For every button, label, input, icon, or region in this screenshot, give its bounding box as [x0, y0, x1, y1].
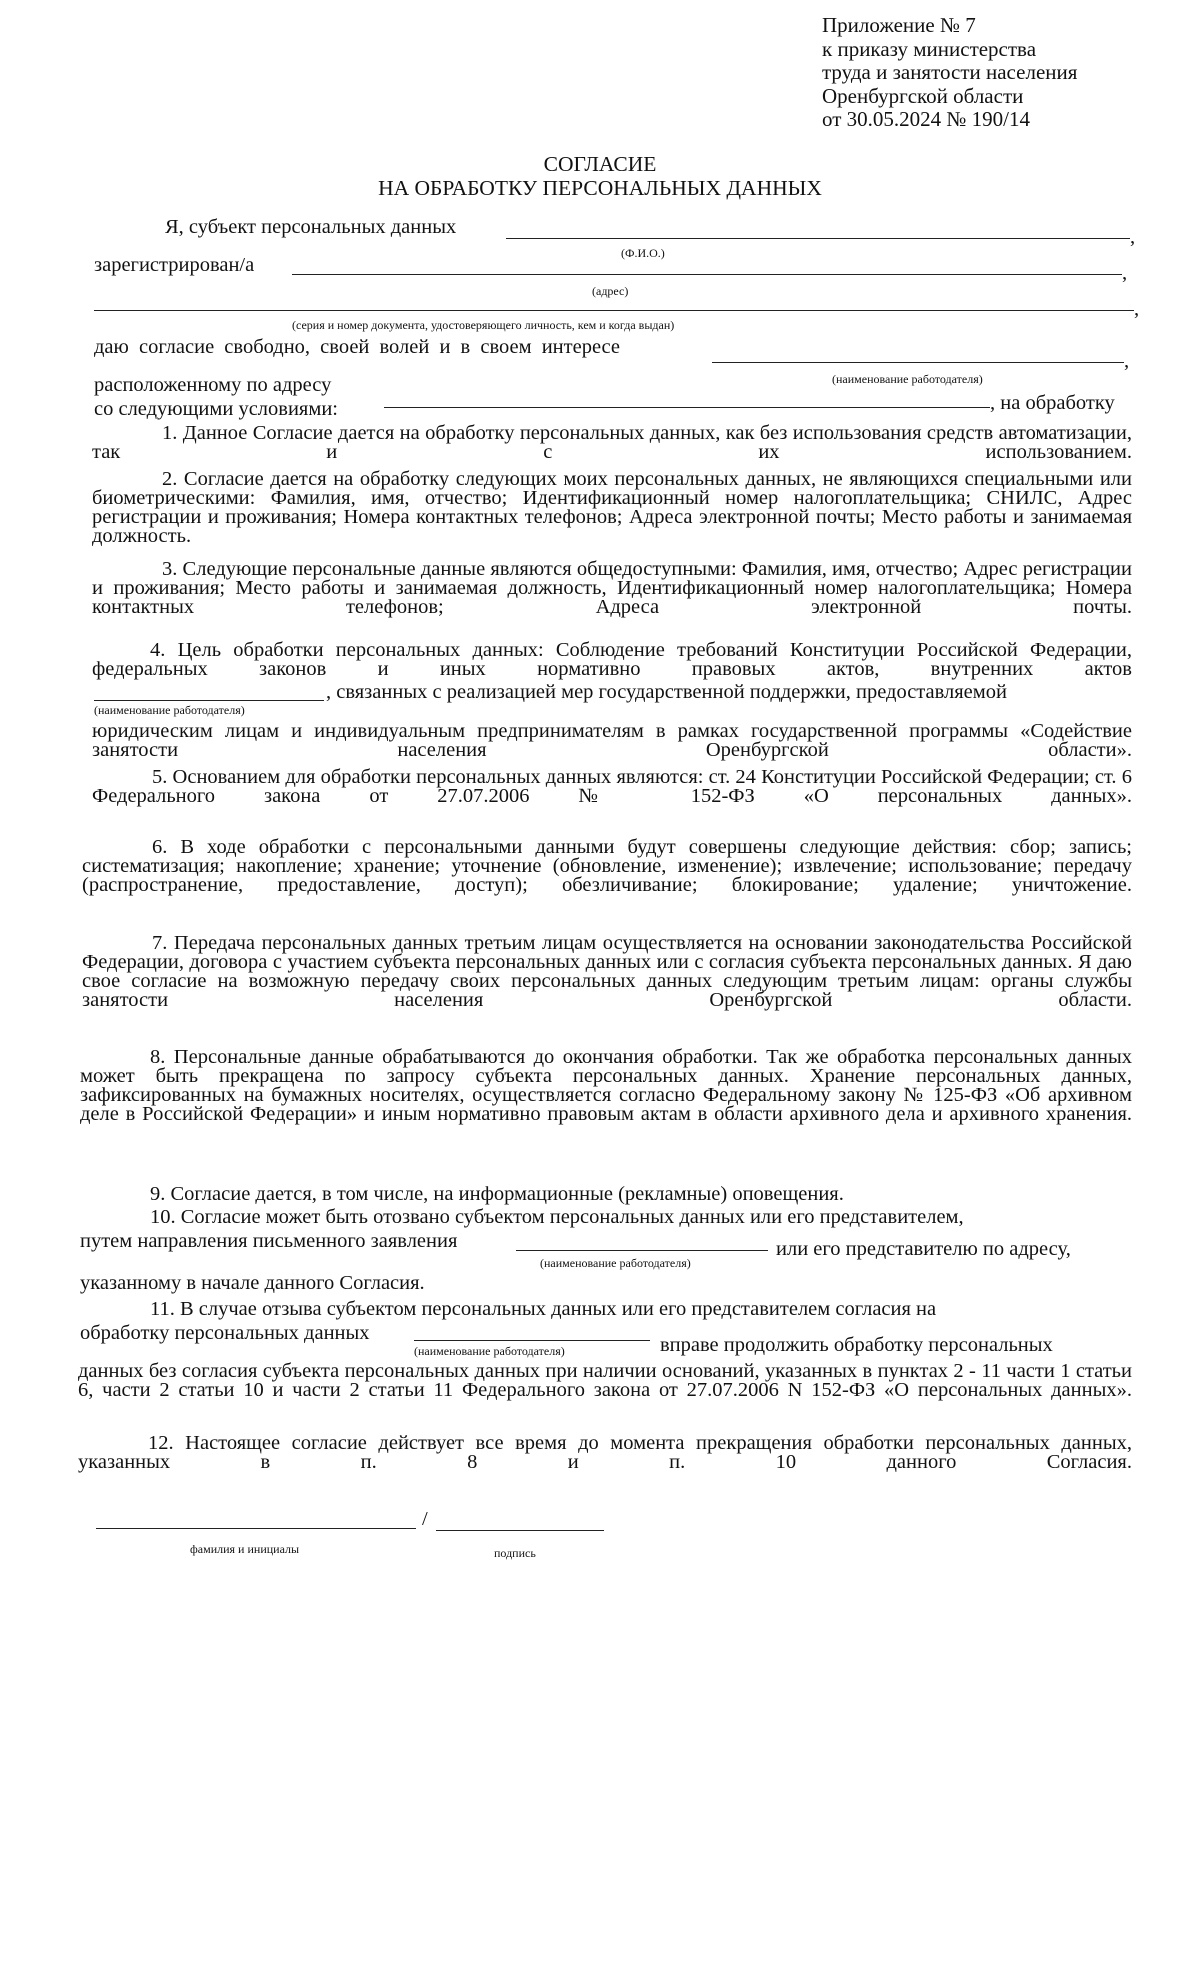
item-9: 9. Согласие дается, в том числе, на информационные (рекламные) оповещения.: [150, 1183, 844, 1205]
consent-phrase: даю согласие свободно, своей волей и в своем интересе: [94, 336, 621, 358]
item-11-part-1: 11. В случае отзыва субъектом персональных данных или его представителем согласия на: [150, 1298, 937, 1320]
subject-label: Я, субъект персональных данных: [165, 216, 457, 238]
header-line: Оренбургской области: [822, 83, 1024, 108]
address-field-line: [292, 274, 1122, 275]
item-4-part-3: юридическим лицам и индивидуальным предпринимателям в рамках государственной программы «Содействие занятости населения Оренбургской области».: [92, 720, 1132, 761]
item-10-part-4: указанному в начале данного Согласия.: [80, 1272, 425, 1294]
conditions-label: со следующими условиями:: [94, 398, 338, 420]
document-hint: (серия и номер документа, удостоверяющего личность, кем и когда выдан): [292, 318, 675, 332]
appendix-header: [822, 14, 1077, 132]
item-6: 6. В ходе обработки с персональными данными будут совершены следующие действия: сбор; запись; систематизация; накопление; хранение; уточнение (обновление, изменение); извлечение; использование; передачу (распространение, предоставление, доступ); обезличивание; блокирование; удаление; уничтожение.: [82, 836, 1132, 896]
item-4-employer-line: [94, 700, 324, 701]
item-11-part-2: обработку персональных данных: [80, 1322, 370, 1344]
located-label: расположенному по адресу: [94, 374, 332, 396]
employer-field-line: [712, 362, 1124, 363]
item-10-part-3: или его представителю по адресу,: [776, 1238, 1071, 1260]
fio-hint: (Ф.И.О.): [621, 246, 665, 260]
address-hint: (адрес): [592, 284, 629, 298]
item-11-part-4: данных без согласия субъекта персональных данных при наличии оснований, указанных в пунктах 2 - 11 части 1 статьи 6, части 2 статьи 10 и части 2 статьи 11 Федерального закона от 27.07.2006 N 152-ФЗ «О персональных данных».: [78, 1360, 1132, 1401]
signature-line: [436, 1530, 604, 1531]
fio-field-line: [506, 238, 1130, 239]
header-line: к приказу министерства: [822, 36, 1037, 61]
item-7: 7. Передача персональных данных третьим лицам осуществляется на основании законодательства Российской Федерации, договора с участием субъекта персональных данных или с согласия субъекта персональных данных. Я даю свое согласие на возможную передачу своих персональных данных следующим третьим лицам: органы службы занятости населения Оренбургской области.: [82, 932, 1132, 1011]
item-11-employer-hint: (наименование работодателя): [414, 1344, 565, 1358]
header-line: от 30.05.2024 № 190/14: [822, 107, 1031, 131]
employer-hint: (наименование работодателя): [832, 372, 983, 386]
header-line: Приложение № 7: [822, 13, 976, 37]
item-10-employer-line: [516, 1250, 768, 1251]
document-field-line: [94, 310, 1134, 311]
item-10-part-1: 10. Согласие может быть отозвано субъектом персональных данных или его представителем,: [150, 1206, 964, 1228]
item-4-employer-hint: (наименование работодателя): [94, 703, 245, 717]
for-processing: , на обработку: [990, 392, 1115, 414]
header-line: труда и занятости населения: [822, 60, 1078, 84]
item-5: 5. Основанием для обработки персональных данных являются: ст. 24 Конституции Российской Федерации; ст. 6 Федерального закона от 27.07.2006 № 152-ФЗ «О персональных данных».: [92, 766, 1132, 807]
item-10-part-2: путем направления письменного заявления: [80, 1230, 458, 1252]
item-4-part-2: , связанных с реализацией мер государственной поддержки, предоставляемой: [326, 681, 1007, 703]
item-10-employer-hint: (наименование работодателя): [540, 1256, 691, 1270]
item-1: 1. Данное Согласие дается на обработку персональных данных, как без использования средств автоматизации, так и с их использованием.: [92, 422, 1132, 463]
registered-label: зарегистрирован/а: [94, 254, 255, 276]
item-4-part-1: 4. Цель обработки персональных данных: Соблюдение требований Конституции Российской Федерации, федеральных законов и иных нормативно правовых актов, внутренних актов: [92, 639, 1132, 680]
document-subtitle: НА ОБРАБОТКУ ПЕРСОНАЛЬНЫХ ДАННЫХ: [378, 176, 822, 200]
name-hint: фамилия и инициалы: [190, 1542, 300, 1556]
employer-address-line: [384, 407, 990, 408]
item-2: 2. Согласие дается на обработку следующих моих персональных данных, не являющихся специальными или биометрическими: Фамилия, имя, отчество; Идентификационный номер налогоплательщика; СНИЛС, Адрес регистрации и проживания; Номера контактных телефонов; Адреса электронной почты; Место работы и занимаемая должность.: [92, 468, 1132, 547]
name-signature-line: [96, 1528, 416, 1529]
item-11-part-3: вправе продолжить обработку персональных: [660, 1334, 1053, 1356]
item-3: 3. Следующие персональные данные являются общедоступными: Фамилия, имя, отчество; Адрес регистрации и проживания; Место работы и занимаемая должность, Идентификационный номер налогоплательщика; Номера контактных телефонов; Адреса электронной почты.: [92, 558, 1132, 618]
signature-slash: /: [422, 1508, 428, 1530]
signature-hint: подпись: [494, 1546, 536, 1560]
document-title: СОГЛАСИЕ: [543, 152, 657, 176]
comma: ,: [1134, 298, 1140, 320]
item-11-employer-line: [414, 1340, 650, 1341]
comma: ,: [1130, 226, 1136, 248]
comma: ,: [1124, 350, 1130, 372]
item-12: 12. Настоящее согласие действует все время до момента прекращения обработки персональных данных, указанных в п. 8 и п. 10 данного Согласия.: [78, 1432, 1132, 1473]
item-8: 8. Персональные данные обрабатываются до окончания обработки. Так же обработка персональных данных может быть прекращена по запросу субъекта персональных данных. Хранение персональных данных, зафиксированных на бумажных носителях, осуществляется согласно Федеральному закону № 125-ФЗ «Об архивном деле в Российской Федерации» и иным нормативно правовым актам в области архивного дела и архивного хранения.: [80, 1046, 1132, 1125]
comma: ,: [1122, 262, 1128, 284]
